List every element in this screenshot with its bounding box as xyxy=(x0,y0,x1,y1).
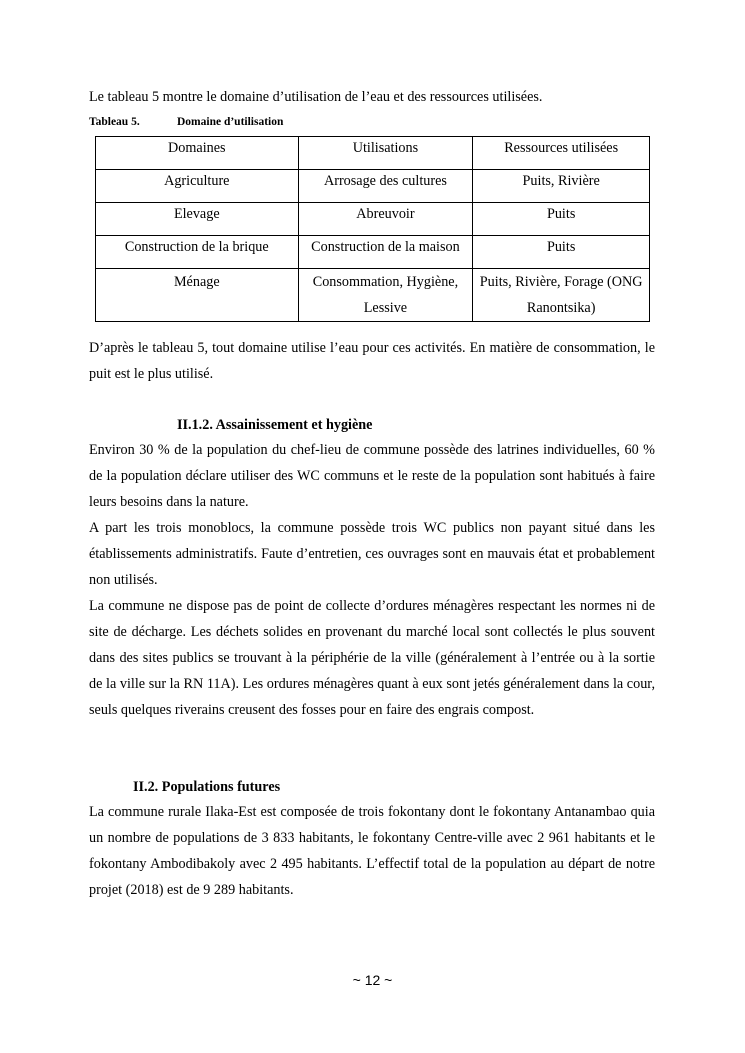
table-row xyxy=(96,269,650,322)
table-cell: Puits xyxy=(473,203,650,236)
assainissement-paragraph-1: Environ 30 % de la population du chef-lieu de commune possède des latrines individuelles, 60 % de la population déclare utiliser des WC communs et le reste de la population sont habitués à faire leurs besoins dans la nature. xyxy=(89,442,655,510)
table-header-row xyxy=(96,137,650,170)
table-header-cell: Utilisations xyxy=(298,137,473,170)
table-cell: Puits, Rivière xyxy=(473,170,650,203)
table-row xyxy=(96,203,650,236)
table-cell: Elevage xyxy=(96,203,299,236)
table-row xyxy=(96,170,650,203)
table-cell: Consommation, Hygiène, Lessive xyxy=(298,269,473,322)
page-number: ~ 12 ~ xyxy=(352,972,393,988)
table-cell: Puits xyxy=(473,236,650,269)
intro-paragraph: Le tableau 5 montre le domaine d’utilisation de l’eau et des ressources utilisées. xyxy=(89,89,543,105)
table-cell: Ménage xyxy=(96,269,299,322)
section-heading-populations: II.2. Populations futures xyxy=(133,779,281,795)
table-header-cell: Domaines xyxy=(96,137,299,170)
table-caption xyxy=(89,114,283,130)
table-cell: Construction de la maison xyxy=(298,236,473,269)
table-row xyxy=(96,236,650,269)
table-caption-title: Domaine d’utilisation xyxy=(177,116,284,128)
table-cell: Arrosage des cultures xyxy=(298,170,473,203)
table-header-cell: Ressources utilisées xyxy=(473,137,650,170)
table-cell: Abreuvoir xyxy=(298,203,473,236)
populations-paragraph-1: La commune rurale Ilaka-Est est composée de trois fokontany dont le fokontany Antanambao quia un nombre de populations de 3 833 habitants, le fokontany Centre-ville avec 2 961 habitants et le fokontany Ambodibakoly avec 2 495 habitants. L’effectif total de la population au départ de notre projet (2018) est de 9 289 habitants. xyxy=(89,804,655,898)
table-cell: Construction de la brique xyxy=(96,236,299,269)
assainissement-paragraph-3: La commune ne dispose pas de point de collecte d’ordures ménagères respectant les normes ni de site de décharge. Les déchets solides en provenant du marché local sont collectés le plus souvent dans des sites publics se trouvant à la périphérie de la ville (généralement à l’entrée ou à la sortie de la ville sur la RN 11A). Les ordures ménagères quant à eux sont jetés généralement dans la cour, seuls quelques riverains creusent des fosses pour en faire des engrais compost. xyxy=(89,598,655,718)
after-table-paragraph: D’après le tableau 5, tout domaine utilise l’eau pour ces activités. En matière de consommation, le puit est le plus utilisé. xyxy=(89,340,655,382)
section-heading-assainissement: II.1.2. Assainissement et hygiène xyxy=(177,417,373,433)
usage-table xyxy=(95,136,650,322)
table-caption-number: Tableau 5. xyxy=(89,116,140,128)
table-cell: Agriculture xyxy=(96,170,299,203)
assainissement-paragraph-2: A part les trois monoblocs, la commune possède trois WC publics non payant situé dans les établissements administratifs. Faute d’entretien, ces ouvrages sont en mauvais état et probablement non utilisés. xyxy=(89,520,655,588)
table-cell: Puits, Rivière, Forage (ONG Ranontsika) xyxy=(473,269,650,322)
